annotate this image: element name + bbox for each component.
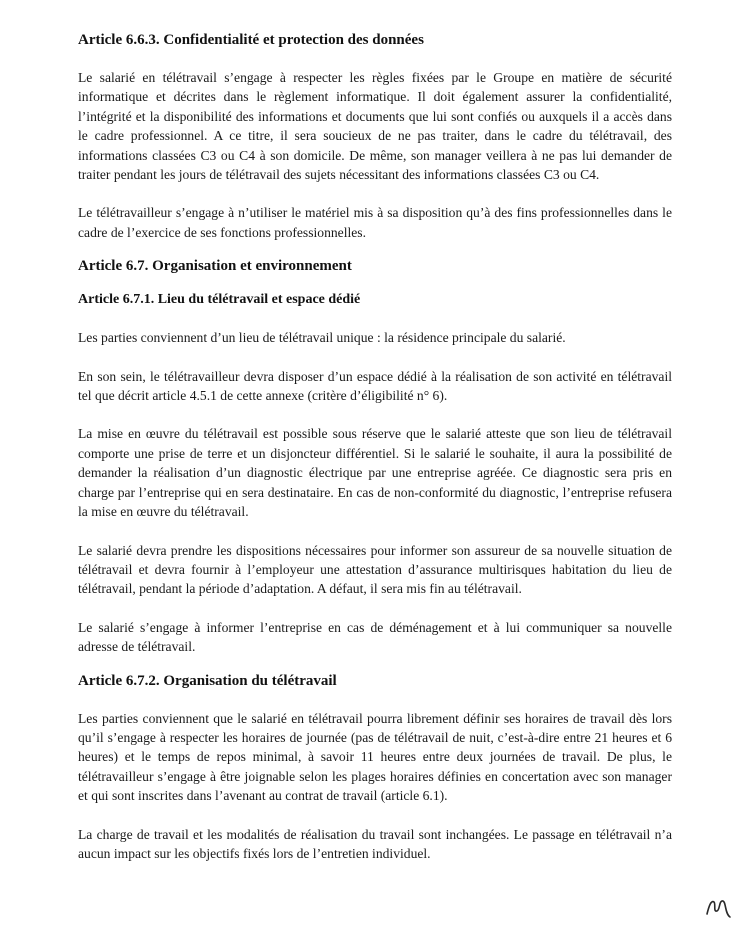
paragraph: Les parties conviennent d’un lieu de télétravail unique : la résidence principale du salarié. <box>78 330 566 346</box>
heading-article-6-7-1: Article 6.7.1. Lieu du télétravail et espace dédié <box>78 292 361 308</box>
paragraph: Les parties conviennent que le salarié en télétravail pourra librement définir ses horaires de travail dès lors qu’il s’engage à respecter les horaires de journée (pas de télétravail de nuit, c’est-à-dire entre 21 heures et 6 heures) et le temps de repos minimal, à savoir 11 heures entre deux journées de travail. De plus, le télétravailleur s’engage à être joignable selon les plages horaires définies en concertation avec son manager et qui sont inscrites dans l’avenant au contrat de travail (article 6.1). <box>78 710 672 804</box>
heading-article-6-7: Article 6.7. Organisation et environnement <box>78 258 352 275</box>
paragraph: La mise en œuvre du télétravail est possible sous réserve que le salarié atteste que son lieu de télétravail comporte une prise de terre et un disjoncteur différentiel. Si le salarié le souhaite, il aura la possibilité de demander la réalisation d’un diagnostic électrique par une entreprise agréée. Ce diagnostic sera pris en charge par l’entreprise qui en sera destinataire. En cas de non-conformité du diagnostic, l’entreprise refusera la mise en œuvre du télétravail. <box>78 426 672 520</box>
paragraph: Le salarié s’engage à informer l’entreprise en cas de déménagement et à lui communiquer sa nouvelle adresse de télétravail. <box>78 619 672 655</box>
document-page <box>78 30 672 863</box>
paragraph: Le télétravailleur s’engage à n’utiliser le matériel mis à sa disposition qu’à des fins professionnelles dans le cadre de l’exercice de ses fonctions professionnelles. <box>78 205 672 240</box>
handwritten-initials-icon <box>703 892 733 920</box>
paragraph: Le salarié devra prendre les dispositions nécessaires pour informer son assureur de sa nouvelle situation de télétravail et devra fournir à l’employeur une attestation d’assurance multirisques habitation du lieu de télétravail, pendant la période d’adaptation. A défaut, il sera mis fin au télétravail. <box>78 542 672 597</box>
heading-article-6-6-3: Article 6.6.3. Confidentialité et protection des données <box>78 32 424 48</box>
paragraph: La charge de travail et les modalités de réalisation du travail sont inchangées. Le passage en télétravail n’a aucun impact sur les objectifs fixés lors de l’entretien individuel. <box>78 826 672 861</box>
paragraph: Le salarié en télétravail s’engage à respecter les règles fixées par le Groupe en matière de sécurité informatique et décrites dans le règlement informatique. Il doit également assurer la confidentialité, l’intégrité et la disponibilité des informations et documents que lui sont confiés ou auxquels il a accès dans le cadre professionnel. A ce titre, il sera soucieux de ne pas traiter, dans le cadre du télétravail, des informations classées C3 ou C4 à son domicile. De même, son manager veillera à ne pas lui demander de traiter pendant les jours de télétravail des sujets nécessitant des informations classées C3 ou C4. <box>78 70 672 183</box>
paragraph: En son sein, le télétravailleur devra disposer d’un espace dédié à la réalisation de son activité en télétravail tel que décrit article 4.5.1 de cette annexe (critère d’éligibilité n° 6). <box>78 368 672 404</box>
heading-article-6-7-2: Article 6.7.2. Organisation du télétravail <box>78 672 337 689</box>
